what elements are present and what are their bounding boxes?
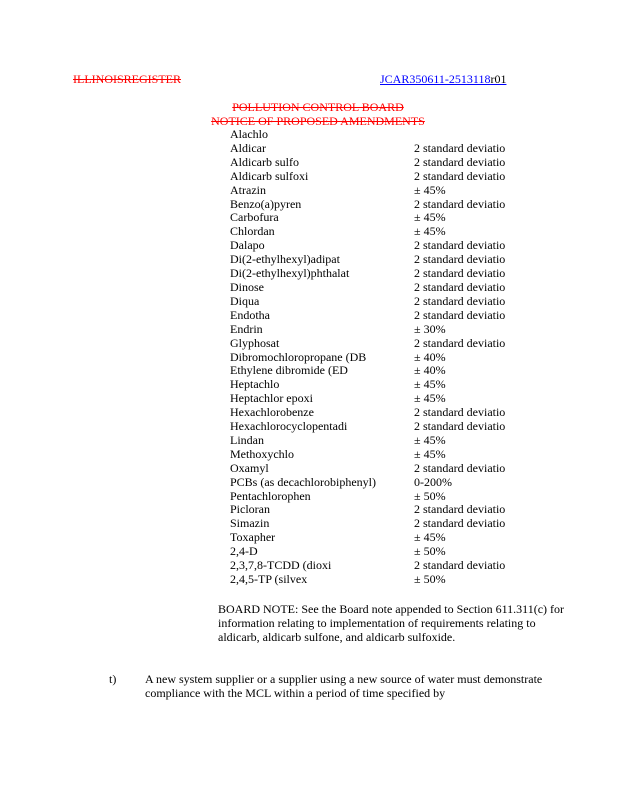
accuracy-value: ± 50% (414, 573, 446, 586)
contaminant-name: Benzo(a)pyren (230, 197, 302, 211)
contaminant-name: Endotha (230, 308, 270, 322)
notice-title: NOTICE OF PROPOSED AMENDMENTS (211, 114, 425, 128)
contaminant-name: Pentachlorophen (230, 489, 311, 503)
contaminant-name: Heptachlor epoxi (230, 392, 313, 406)
contaminant-name: Aldicar (230, 141, 266, 155)
accuracy-value: 2 standard deviatio (414, 517, 506, 531)
accuracy-value: 2 standard deviatio (414, 141, 506, 155)
accuracy-value: ± 45% (414, 447, 446, 461)
accuracy-value: ± 45% (414, 225, 446, 239)
contaminant-name: Simazin (230, 517, 270, 531)
contaminant-name: Dalapo (230, 239, 265, 253)
contaminant-name: Di(2-ethylhexyl)adipat (230, 253, 340, 267)
jcar-link[interactable] (380, 72, 506, 87)
accuracy-value: 2 standard deviatio (414, 503, 506, 517)
contaminant-name: Picloran (230, 503, 270, 517)
register-header: ILLINOISREGISTER (73, 72, 181, 86)
accuracy-value: 2 standard deviatio (414, 155, 506, 169)
contaminant-name: Dinose (230, 280, 264, 294)
accuracy-value: ± 30% (414, 322, 446, 336)
contaminant-name: Toxapher (230, 531, 276, 545)
accuracy-value: ± 45% (414, 392, 446, 406)
contaminant-name: Dibromochloropropane (DB (230, 350, 367, 364)
contaminant-name: 2,4,5-TP (silvex (230, 573, 308, 586)
accuracy-value: 2 standard deviatio (414, 294, 506, 308)
contaminant-name: Glyphosat (230, 336, 280, 350)
contaminant-name: Endrin (230, 322, 263, 336)
contaminant-name: Atrazin (230, 183, 266, 197)
accuracy-value: 2 standard deviatio (414, 280, 506, 294)
board-note: BOARD NOTE: See the Board note appended to Section 611.311(c) for information relating to implementation of requirements relating to aldicarb, aldicarb sulfone, and aldicarb sulfoxide. (218, 602, 565, 644)
contaminant-name: Heptachlo (230, 378, 280, 392)
accuracy-value: 2 standard deviatio (414, 239, 506, 253)
contaminant-name: Di(2-ethylhexyl)phthalat (230, 267, 350, 281)
contaminant-name: Ethylene dibromide (ED (230, 364, 348, 378)
accuracy-value: ± 45% (414, 183, 446, 197)
accuracy-value: 2 standard deviatio (414, 197, 506, 211)
contaminant-name: Hexachlorobenze (230, 406, 314, 420)
jcar-link-text[interactable]: JCAR350611-2513118 (380, 72, 491, 86)
accuracy-value: ± 40% (414, 350, 446, 364)
contaminant-name: Methoxychlo (230, 447, 294, 461)
paragraph-text: A new system supplier or a supplier using a new source of water must demonstrate compliance with the MCL within a period of time specified by (145, 672, 543, 700)
accuracy-value: ± 40% (414, 364, 446, 378)
accuracy-value: 2 standard deviatio (414, 169, 506, 183)
accuracy-value: 2 standard deviatio (414, 406, 506, 420)
accuracy-value: ± 45% (414, 531, 446, 545)
accuracy-value: 2 standard deviatio (414, 420, 506, 434)
accuracy-value: ± 45% (414, 433, 446, 447)
paragraph-label: t) (109, 672, 117, 686)
accuracy-value: 2 standard deviatio (414, 461, 506, 475)
contaminant-name: Diqua (230, 294, 260, 308)
accuracy-value: ± 50% (414, 545, 446, 559)
accuracy-value: 2 standard deviatio (414, 253, 506, 267)
accuracy-value: 0-200% (414, 475, 452, 489)
contaminant-name: 2,4-D (230, 545, 258, 559)
accuracy-value: 2 standard deviatio (414, 559, 506, 573)
contaminant-name: Carbofura (230, 211, 279, 225)
contaminant-name: Oxamyl (230, 461, 269, 475)
accuracy-value: ± 45% (414, 211, 446, 225)
board-title: POLLUTION CONTROL BOARD (232, 100, 404, 114)
contaminant-name: Lindan (230, 433, 264, 447)
accuracy-value: 2 standard deviatio (414, 308, 506, 322)
contaminant-name: Aldicarb sulfo (230, 155, 299, 169)
accuracy-value: ± 45% (414, 378, 446, 392)
contaminant-name: Hexachlorocyclopentadi (230, 420, 348, 434)
contaminant-name: Chlordan (230, 225, 275, 239)
jcar-suffix: r01 (490, 72, 507, 86)
contaminant-name: PCBs (as decachlorobiphenyl) (230, 475, 376, 489)
accuracy-value: ± 50% (414, 489, 446, 503)
accuracy-value: 2 standard deviatio (414, 336, 506, 350)
contaminant-name: Alachlo (230, 128, 268, 141)
contaminant-name: Aldicarb sulfoxi (230, 169, 309, 183)
accuracy-value: 2 standard deviatio (414, 267, 506, 281)
contaminant-name: 2,3,7,8-TCDD (dioxi (230, 559, 332, 573)
